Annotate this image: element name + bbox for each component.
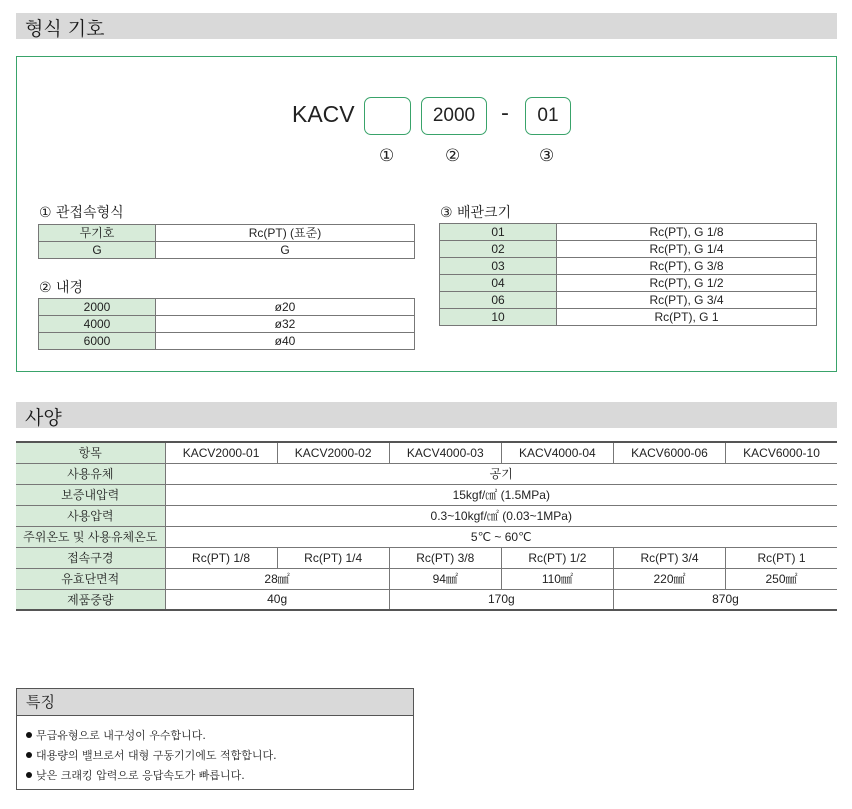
table-row [440,275,817,292]
table-cell: KACV4000-04 [501,442,613,463]
code-box-connection [364,97,411,135]
table-row [16,505,837,526]
table-cell: 사용압력 [16,505,165,526]
bullet-icon [26,752,32,758]
bullet-icon [26,772,32,778]
table-cell: KACV6000-10 [726,442,837,463]
table-cell: Rc(PT) 1/8 [165,547,277,568]
code-dash: - [501,101,509,126]
table-row [440,258,817,275]
features-list [17,716,413,787]
table-row [39,242,415,259]
table-cell: 사용유체 [16,463,165,484]
table-cell: KACV4000-03 [389,442,501,463]
table-cell: 110㎟ [501,568,613,589]
table-cell: G [39,242,156,259]
table-row [16,526,837,547]
section-title: 사양 [25,407,62,429]
pipe-size-table [439,223,817,326]
table-row [39,316,415,333]
table-cell: 28㎟ [165,568,389,589]
features-title: 특징 [17,689,413,716]
features-panel [16,688,414,790]
bullet-icon [26,732,32,738]
pipe-size-title: ③ 배관크기 [440,205,512,221]
marker-3: ③ [539,146,555,166]
table-cell: KACV2000-01 [165,442,277,463]
table-cell: Rc(PT) 1/2 [501,547,613,568]
table-cell: Rc(PT) (표준) [156,225,415,242]
list-item [26,747,413,767]
table-cell: 01 [440,224,557,241]
table-row [440,241,817,258]
table-row [440,309,817,326]
table-cell: 06 [440,292,557,309]
model-prefix: KACV [292,101,355,127]
code-box-pipe-size: 01 [525,97,571,135]
table-cell: 10 [440,309,557,326]
table-cell: Rc(PT) 3/4 [613,547,725,568]
table-row [16,568,837,589]
list-item [26,727,413,747]
table-cell: KACV6000-06 [613,442,725,463]
table-row [16,589,837,610]
table-row [16,463,837,484]
table-cell: 40g [165,589,389,610]
table-cell: 공기 [165,463,837,484]
table-cell: 02 [440,241,557,258]
connection-type-title: ① 관접속형식 [39,205,124,221]
table-cell: G [156,242,415,259]
model-code-section-header [16,13,837,39]
code-box-diameter: 2000 [421,97,487,135]
model-code-panel [16,56,837,372]
table-row [16,484,837,505]
inner-diameter-table [38,298,415,350]
table-cell: Rc(PT), G 1/2 [557,275,817,292]
table-row [16,547,837,568]
table-row [39,333,415,350]
table-cell: 접속구경 [16,547,165,568]
table-cell: Rc(PT), G 1 [557,309,817,326]
feature-text: 무급유형으로 내구성이 우수합니다. [36,729,206,742]
table-cell: 94㎟ [389,568,501,589]
table-cell: 4000 [39,316,156,333]
table-cell: 5℃ ~ 60℃ [165,526,837,547]
table-cell: 250㎟ [726,568,837,589]
table-cell: 주위온도 및 사용유체온도 [16,526,165,547]
table-row [39,225,415,242]
table-cell: ø20 [156,299,415,316]
inner-diameter-title: ② 내경 [39,280,84,296]
table-cell: Rc(PT), G 1/4 [557,241,817,258]
table-cell: ø32 [156,316,415,333]
spec-section-header [16,402,837,428]
table-cell: KACV2000-02 [277,442,389,463]
table-row [440,292,817,309]
table-cell: Rc(PT) 1/4 [277,547,389,568]
table-row [16,442,837,463]
table-cell: 15kgf/㎠ (1.5MPa) [165,484,837,505]
feature-text: 낮은 크래킹 압력으로 응답속도가 빠릅니다. [36,769,245,782]
table-cell: 보증내압력 [16,484,165,505]
list-item [26,767,413,787]
table-cell: 03 [440,258,557,275]
spec-table [16,441,837,611]
table-cell: 항목 [16,442,165,463]
table-cell: Rc(PT), G 3/4 [557,292,817,309]
table-cell: 제품중량 [16,589,165,610]
table-cell: 170g [389,589,613,610]
section-title: 형식 기호 [25,18,105,40]
marker-2: ② [445,146,461,166]
table-cell: 04 [440,275,557,292]
marker-1: ① [379,146,395,166]
connection-type-table [38,224,415,259]
table-cell: 220㎟ [613,568,725,589]
table-cell: 0.3~10kgf/㎠ (0.03~1MPa) [165,505,837,526]
table-cell: 2000 [39,299,156,316]
feature-text: 대용량의 밸브로서 대형 구동기기에도 적합합니다. [36,749,277,762]
table-cell: Rc(PT) 1 [726,547,837,568]
table-cell: 6000 [39,333,156,350]
table-cell: Rc(PT), G 3/8 [557,258,817,275]
table-cell: Rc(PT), G 1/8 [557,224,817,241]
table-cell: 유효단면적 [16,568,165,589]
table-cell: 870g [613,589,837,610]
table-cell: Rc(PT) 3/8 [389,547,501,568]
table-row [440,224,817,241]
table-cell: 무기호 [39,225,156,242]
table-row [39,299,415,316]
table-cell: ø40 [156,333,415,350]
